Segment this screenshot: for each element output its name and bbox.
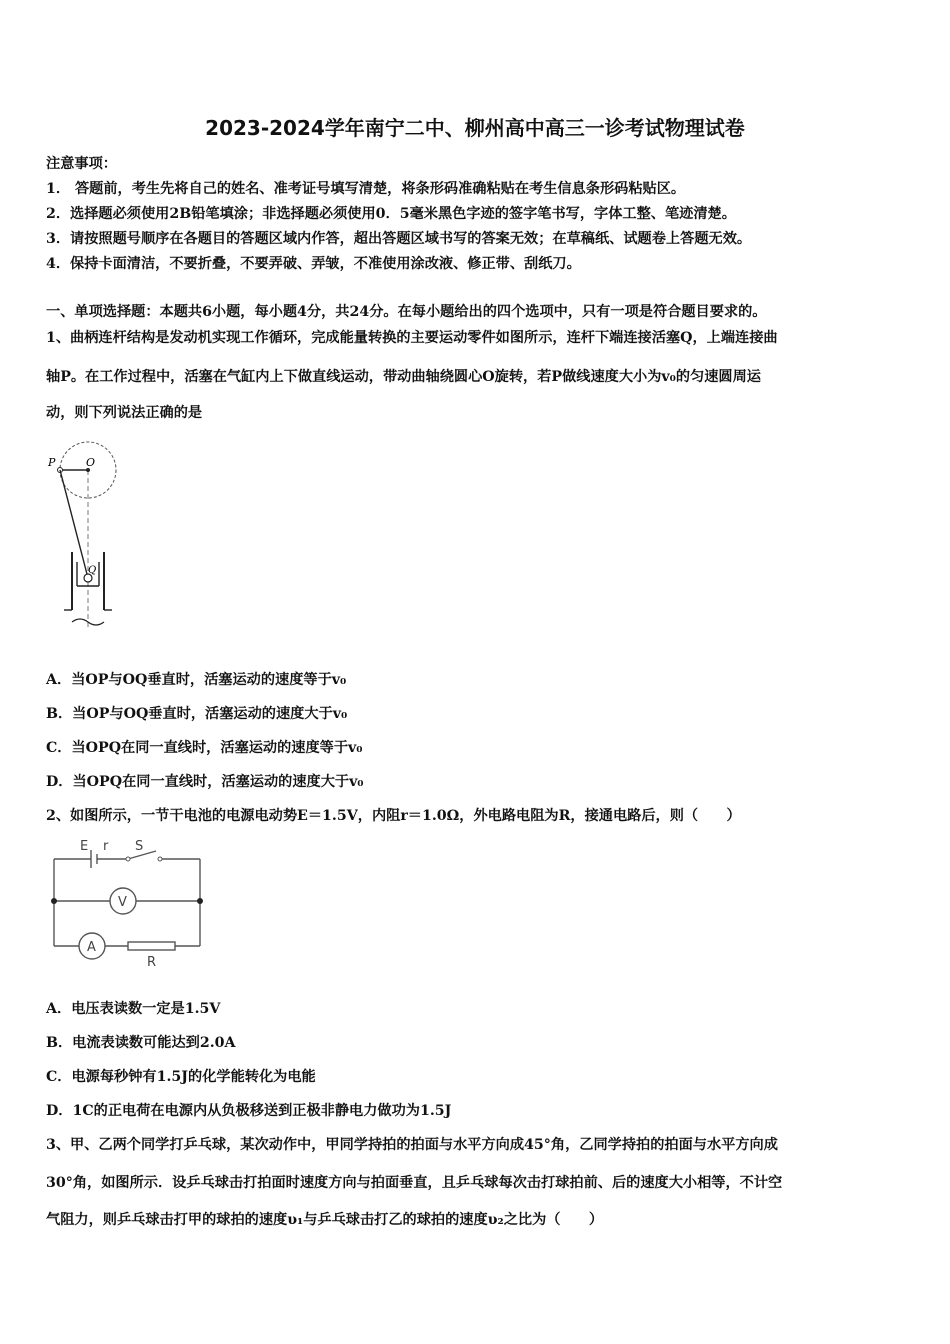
circuit-figure <box>44 836 214 971</box>
notice-item: 1． 答题前，考生先将自己的姓名、准考证号填写清楚，将条形码准确粘贴在考生信息条形码粘贴区。 <box>46 181 686 197</box>
question-1-option-d: D．当OPQ在同一直线时，活塞运动的速度大于v₀ <box>46 774 364 790</box>
figure-label-p: P <box>48 456 56 469</box>
notice-header: 注意事项： <box>46 156 117 172</box>
notice-item: 4．保持卡面清洁，不要折叠，不要弄破、弄皱，不准使用涂改液、修正带、刮纸刀。 <box>46 256 581 272</box>
page-title: 2023-2024学年南宁二中、柳州高中高三一诊考试物理试卷 <box>205 116 745 140</box>
ammeter-label: A <box>87 940 96 955</box>
question-2-option-d: D．1C的正电荷在电源内从负极移送到正极非静电力做功为1.5J <box>46 1103 452 1119</box>
circuit-label-s: S <box>135 839 144 854</box>
resistor-label: R <box>147 955 157 970</box>
question-2-option-b: B．电流表读数可能达到2.0A <box>46 1035 236 1051</box>
notice-item: 3．请按照题号顺序在各题目的答题区域内作答，超出答题区域书写的答案无效；在草稿纸、试题卷上答题无效。 <box>46 231 752 247</box>
question-2-option-a: A．电压表读数一定是1.5V <box>46 1001 221 1017</box>
question-3-stem: 30°角，如图所示．设乒乓球击打拍面时速度方向与拍面垂直，且乒乓球每次击打球拍前、后的速度大小相等，不计空 <box>46 1175 783 1191</box>
question-3-stem: 气阻力，则乒乓球击打甲的球拍的速度υ₁与乒乓球击打乙的球拍的速度υ₂之比为（ ） <box>46 1212 604 1228</box>
circuit-label-r: r <box>103 839 109 854</box>
question-1-stem: 轴P。在工作过程中，活塞在气缸内上下做直线运动，带动曲轴绕圆心O旋转，若P做线速度大小为v₀的匀速圆周运 <box>46 369 761 385</box>
question-2-option-c: C．电源每秒钟有1.5J的化学能转化为电能 <box>46 1069 316 1085</box>
figure-label-o: O <box>86 456 96 469</box>
question-1-stem: 动，则下列说法正确的是 <box>46 405 203 421</box>
notice-item: 2．选择题必须使用2B铅笔填涂；非选择题必须使用0．5毫米黑色字迹的签字笔书写，字体工整、笔迹清楚。 <box>46 206 736 222</box>
voltmeter-label: V <box>118 895 127 910</box>
question-3-stem: 3、甲、乙两个同学打乒乓球，某次动作中，甲同学持拍的拍面与水平方向成45°角，乙同学持拍的拍面与水平方向成 <box>46 1137 778 1153</box>
section-header: 一、单项选择题：本题共6小题，每小题4分，共24分。在每小题给出的四个选项中，只有一项是符合题目要求的。 <box>46 304 767 320</box>
figure-label-q: Q <box>88 565 97 576</box>
question-1-option-a: A．当OP与OQ垂直时，活塞运动的速度等于v₀ <box>46 672 347 688</box>
question-1-option-c: C．当OPQ在同一直线时，活塞运动的速度等于v₀ <box>46 740 363 756</box>
question-1-stem: 1、曲柄连杆结构是发动机实现工作循环，完成能量转换的主要运动零件如图所示，连杆下端连接活塞Q，上端连接曲 <box>46 330 778 346</box>
question-2-stem: 2、如图所示，一节干电池的电源电动势E＝1.5V，内阻r＝1.0Ω，外电路电阻为R，接通电路后，则（ ） <box>46 808 741 824</box>
crank-piston-figure <box>44 440 124 635</box>
question-1-option-b: B．当OP与OQ垂直时，活塞运动的速度大于v₀ <box>46 706 348 722</box>
circuit-label-e: E <box>80 839 89 854</box>
